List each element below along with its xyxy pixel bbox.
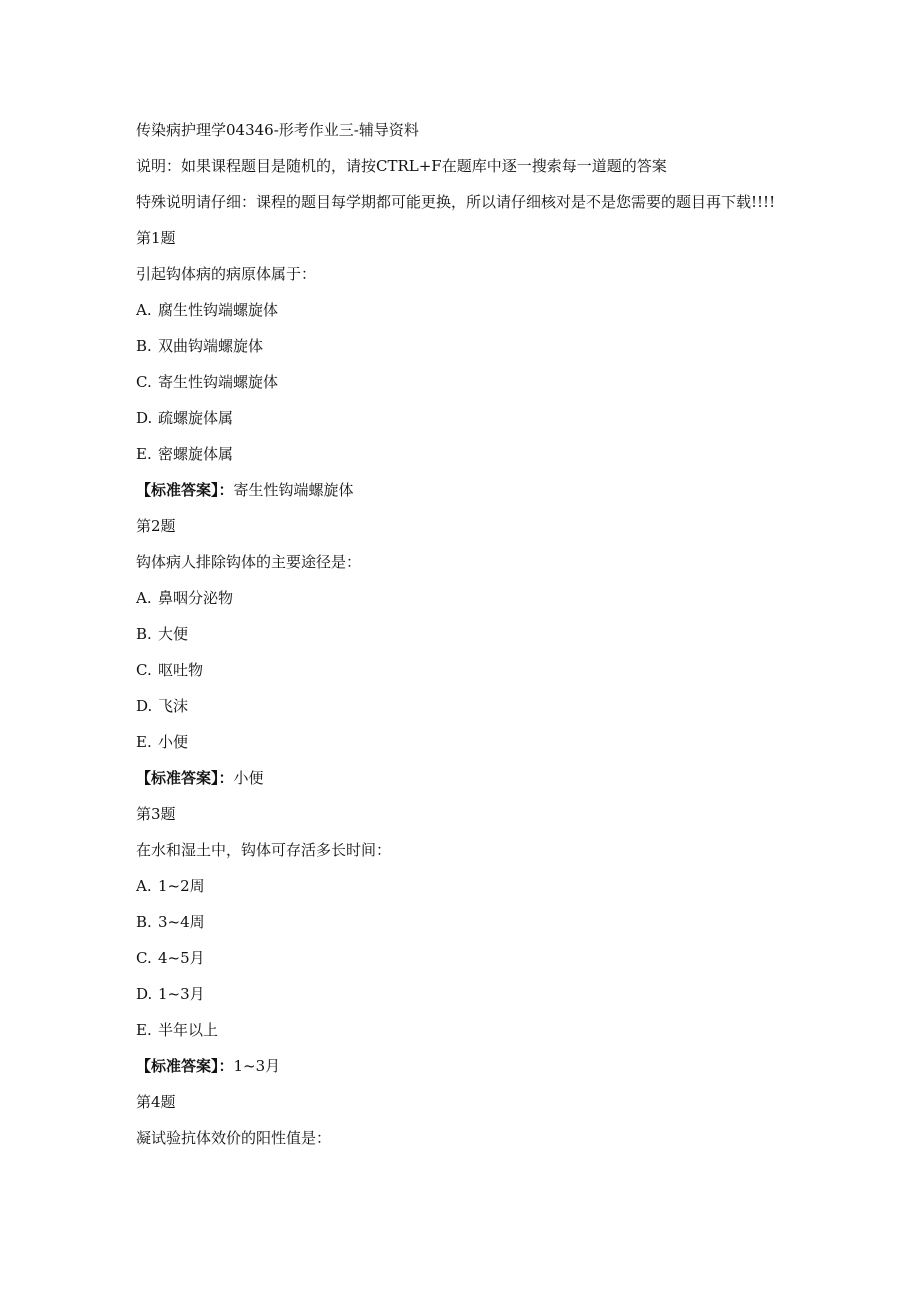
option-text: 半年以上 — [158, 1021, 219, 1039]
option-label: D. — [136, 409, 153, 427]
option-label: E. — [136, 1021, 152, 1039]
option-item — [136, 688, 796, 724]
question-block — [136, 508, 796, 796]
option-text: 呕吐物 — [158, 661, 204, 679]
instruction-note: 说明：如果课程题目是随机的，请按CTRL+F在题库中逐一搜索每一道题的答案 — [136, 157, 667, 175]
option-label: A. — [136, 877, 152, 895]
question-number: 第1题 — [136, 229, 176, 247]
answer-label: 【标准答案】： — [136, 1057, 234, 1075]
option-text: 疏螺旋体属 — [158, 409, 234, 427]
option-text: 小便 — [158, 733, 189, 751]
option-text: 双曲钩端螺旋体 — [158, 337, 264, 355]
option-label: C. — [136, 949, 152, 967]
option-text: 飞沫 — [158, 697, 189, 715]
option-label: A. — [136, 589, 152, 607]
option-item — [136, 868, 796, 904]
option-item — [136, 652, 796, 688]
option-text: 3~4周 — [158, 913, 205, 931]
option-text: 寄生性钩端螺旋体 — [158, 373, 279, 391]
option-item — [136, 436, 796, 472]
option-label: A. — [136, 301, 152, 319]
option-item — [136, 616, 796, 652]
option-label: B. — [136, 913, 152, 931]
option-text: 腐生性钩端螺旋体 — [158, 301, 279, 319]
option-item — [136, 724, 796, 760]
special-note: 特殊说明请仔细：课程的题目每学期都可能更换，所以请仔细核对是不是您需要的题目再下载!!!! — [136, 193, 776, 211]
option-item — [136, 400, 796, 436]
option-item — [136, 976, 796, 1012]
option-label: C. — [136, 373, 152, 391]
question-stem: 在水和湿土中，钩体可存活多长时间： — [136, 841, 392, 859]
option-text: 4~5月 — [158, 949, 205, 967]
option-text: 1~3月 — [158, 985, 205, 1003]
option-text: 1~2周 — [158, 877, 205, 895]
option-item — [136, 1012, 796, 1048]
question-number: 第2题 — [136, 517, 176, 535]
option-item — [136, 292, 796, 328]
option-item — [136, 940, 796, 976]
question-block — [136, 220, 796, 508]
option-text: 大便 — [158, 625, 189, 643]
document-title: 传染病护理学04346-形考作业三-辅导资料 — [136, 121, 419, 139]
answer-label: 【标准答案】： — [136, 481, 234, 499]
option-item — [136, 328, 796, 364]
question-stem: 钩体病人排除钩体的主要途径是： — [136, 553, 362, 571]
question-stem: 凝试验抗体效价的阳性值是： — [136, 1129, 332, 1147]
option-item — [136, 904, 796, 940]
standard-answer — [136, 1048, 796, 1084]
answer-text: 寄生性钩端螺旋体 — [233, 481, 354, 499]
option-label: D. — [136, 697, 153, 715]
option-text: 鼻咽分泌物 — [158, 589, 234, 607]
standard-answer — [136, 472, 796, 508]
question-block — [136, 796, 796, 1084]
option-text: 密螺旋体属 — [158, 445, 234, 463]
question-number: 第4题 — [136, 1093, 176, 1111]
option-label: E. — [136, 733, 152, 751]
answer-text: 1~3月 — [233, 1057, 281, 1075]
option-label: E. — [136, 445, 152, 463]
standard-answer — [136, 760, 796, 796]
answer-label: 【标准答案】： — [136, 769, 234, 787]
question-number: 第3题 — [136, 805, 176, 823]
option-item — [136, 364, 796, 400]
question-stem: 引起钩体病的病原体属于： — [136, 265, 317, 283]
option-label: B. — [136, 337, 152, 355]
document-page — [136, 112, 796, 1156]
option-label: B. — [136, 625, 152, 643]
answer-text: 小便 — [233, 769, 264, 787]
option-label: D. — [136, 985, 153, 1003]
question-block — [136, 1084, 796, 1156]
option-item — [136, 580, 796, 616]
option-label: C. — [136, 661, 152, 679]
